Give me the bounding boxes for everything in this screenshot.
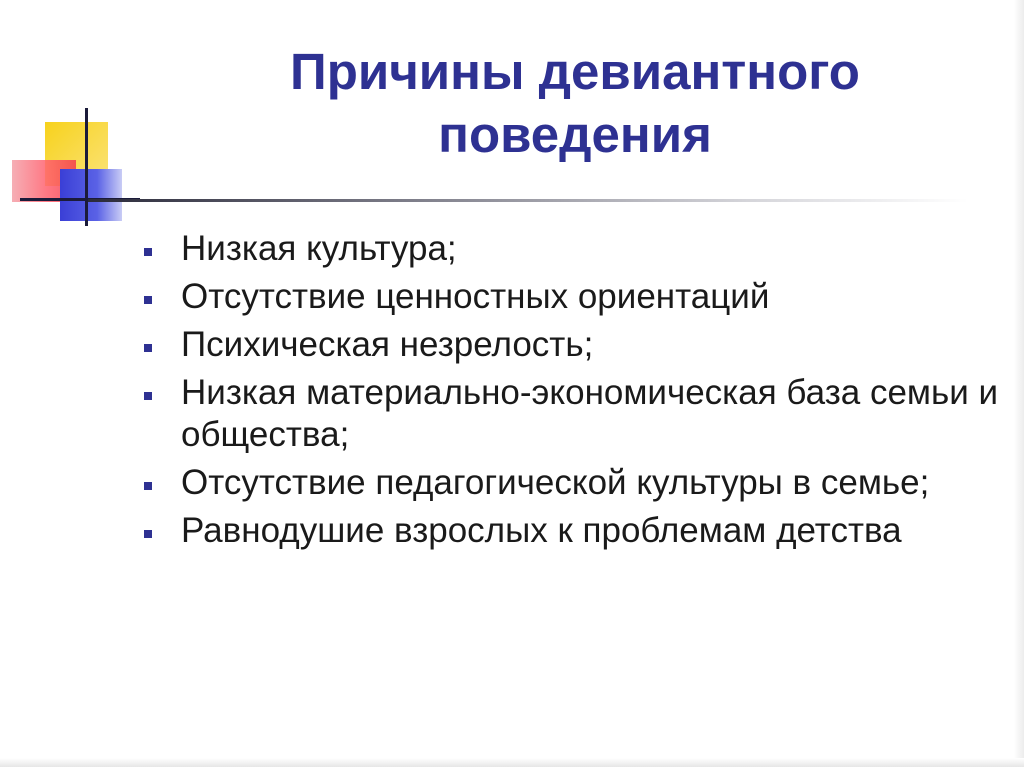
slide-title-line-1: Причины девиантного <box>290 43 860 100</box>
bullet-text: Отсутствие педагогической культуры в семье; <box>181 463 930 502</box>
square-bullet-icon <box>144 530 152 538</box>
bullet-item <box>144 462 1004 504</box>
slide-title-line-2: поведения <box>438 106 712 163</box>
title-divider <box>88 199 968 202</box>
square-bullet-icon <box>144 344 152 352</box>
slide-title <box>150 40 1000 166</box>
square-bullet-icon <box>144 296 152 304</box>
bullet-text: Отсутствие ценностных ориентаций <box>181 277 770 316</box>
square-bullet-icon <box>144 482 152 490</box>
bullet-text: Психическая незрелость; <box>181 325 594 364</box>
square-bullet-icon <box>144 392 152 400</box>
bullet-text: Низкая материально-экономическая база семьи и общества; <box>181 373 999 454</box>
bullet-text: Низкая культура; <box>181 229 457 268</box>
bullet-item <box>144 324 1004 366</box>
bullet-list <box>144 228 1004 558</box>
decorative-vertical-line <box>85 108 88 226</box>
bullet-text: Равнодушие взрослых к проблемам детства <box>181 511 902 550</box>
slide-edge-shadow-right <box>1014 0 1024 767</box>
bullet-item <box>144 510 1004 552</box>
bullet-item <box>144 276 1004 318</box>
slide-edge-shadow-bottom <box>0 758 1024 767</box>
decorative-blue-square <box>60 169 122 221</box>
bullet-item <box>144 372 1004 456</box>
bullet-item <box>144 228 1004 270</box>
square-bullet-icon <box>144 248 152 256</box>
